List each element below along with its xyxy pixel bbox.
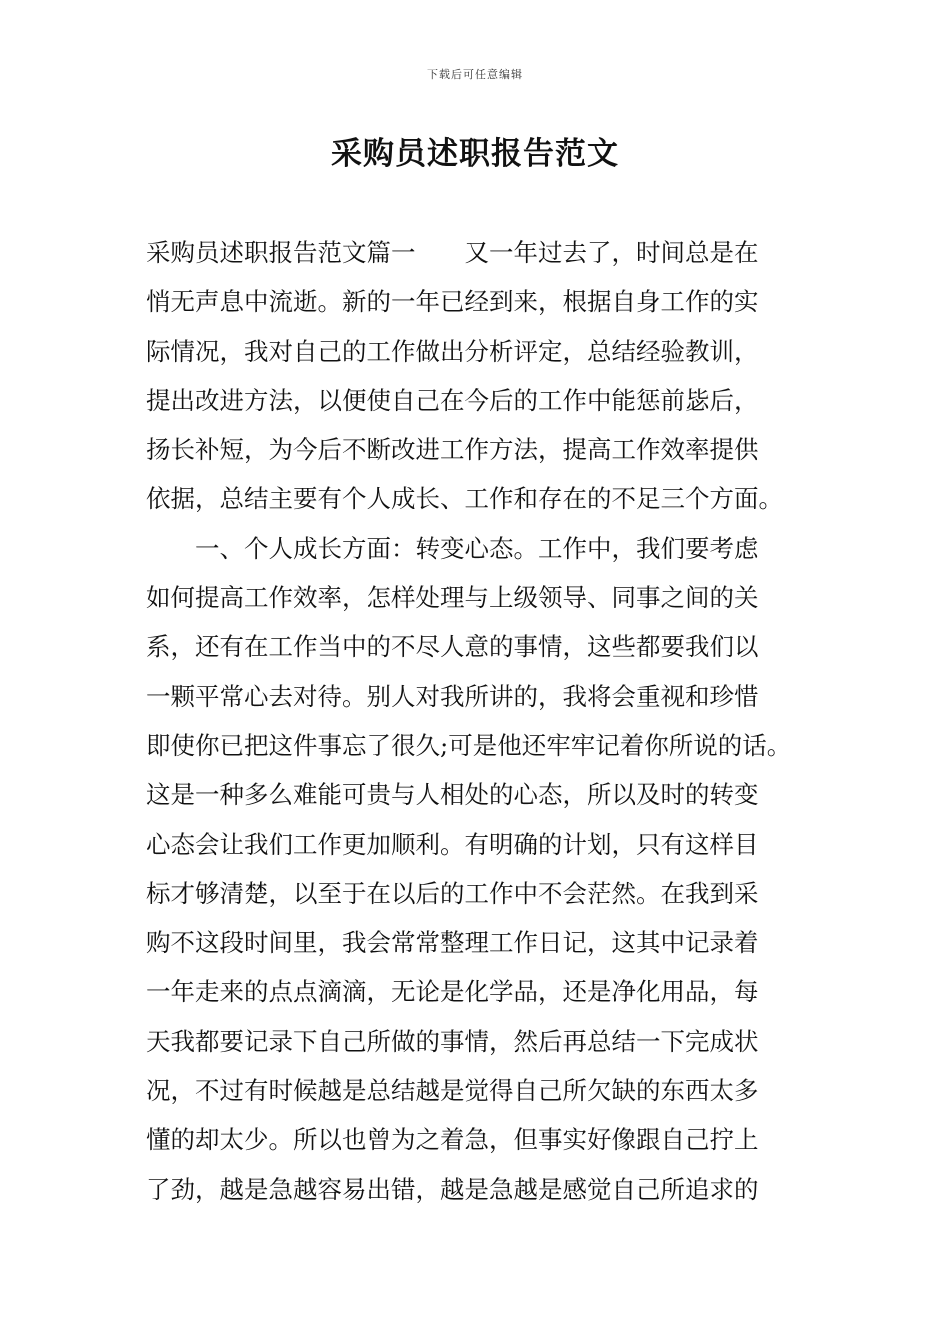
body-line: 依据，总结主要有个人成长、工作和存在的不足三个方面。 xyxy=(146,484,783,514)
body-line: 天我都要记录下自己所做的事情，然后再总结一下完成状 xyxy=(146,1026,759,1056)
body-line: 心态会让我们工作更加顺利。有明确的计划，只有这样目 xyxy=(146,829,759,859)
body-line: 这是一种多么难能可贵与人相处的心态，所以及时的转变 xyxy=(146,780,759,810)
body-line: 提出改进方法，以便使自己在今后的工作中能惩前毖后， xyxy=(146,385,759,415)
body-line: 如何提高工作效率，怎样处理与上级领导、同事之间的关 xyxy=(146,583,759,613)
body-line: 系，还有在工作当中的不尽人意的事情，这些都要我们以 xyxy=(146,632,759,662)
body-line: 一年走来的点点滴滴，无论是化学品，还是净化用品，每 xyxy=(146,977,759,1007)
body-line: 际情况，我对自己的工作做出分析评定，总结经验教训， xyxy=(146,336,759,366)
body-line: 悄无声息中流逝。新的一年已经到来，根据自身工作的实 xyxy=(146,287,759,317)
body-line: 一、个人成长方面：转变心态。工作中，我们要考虑 xyxy=(146,533,759,563)
body-line: 即使你已把这件事忘了很久;可是他还牢牢记着你所说的话。 xyxy=(146,730,792,760)
body-line: 了劲，越是急越容易出错，越是急越是感觉自己所追求的 xyxy=(146,1174,759,1204)
document-title: 采购员述职报告范文 xyxy=(331,136,619,172)
header-note: 下载后可任意编辑 xyxy=(427,68,523,81)
body-line: 标才够清楚，以至于在以后的工作中不会茫然。在我到采 xyxy=(146,878,759,908)
document-body xyxy=(146,228,826,1214)
body-line: 扬长补短，为今后不断改进工作方法，提高工作效率提供 xyxy=(146,435,759,465)
body-line: 懂的却太少。所以也曾为之着急，但事实好像跟自己拧上 xyxy=(146,1125,759,1155)
body-line: 况，不过有时候越是总结越是觉得自己所欠缺的东西太多 xyxy=(146,1076,759,1106)
body-line: 一颗平常心去对待。别人对我所讲的，我将会重视和珍惜 xyxy=(146,681,759,711)
body-line: 采购员述职报告范文篇一 又一年过去了，时间总是在 xyxy=(146,238,759,267)
body-line: 购不这段时间里，我会常常整理工作日记，这其中记录着 xyxy=(146,928,759,958)
